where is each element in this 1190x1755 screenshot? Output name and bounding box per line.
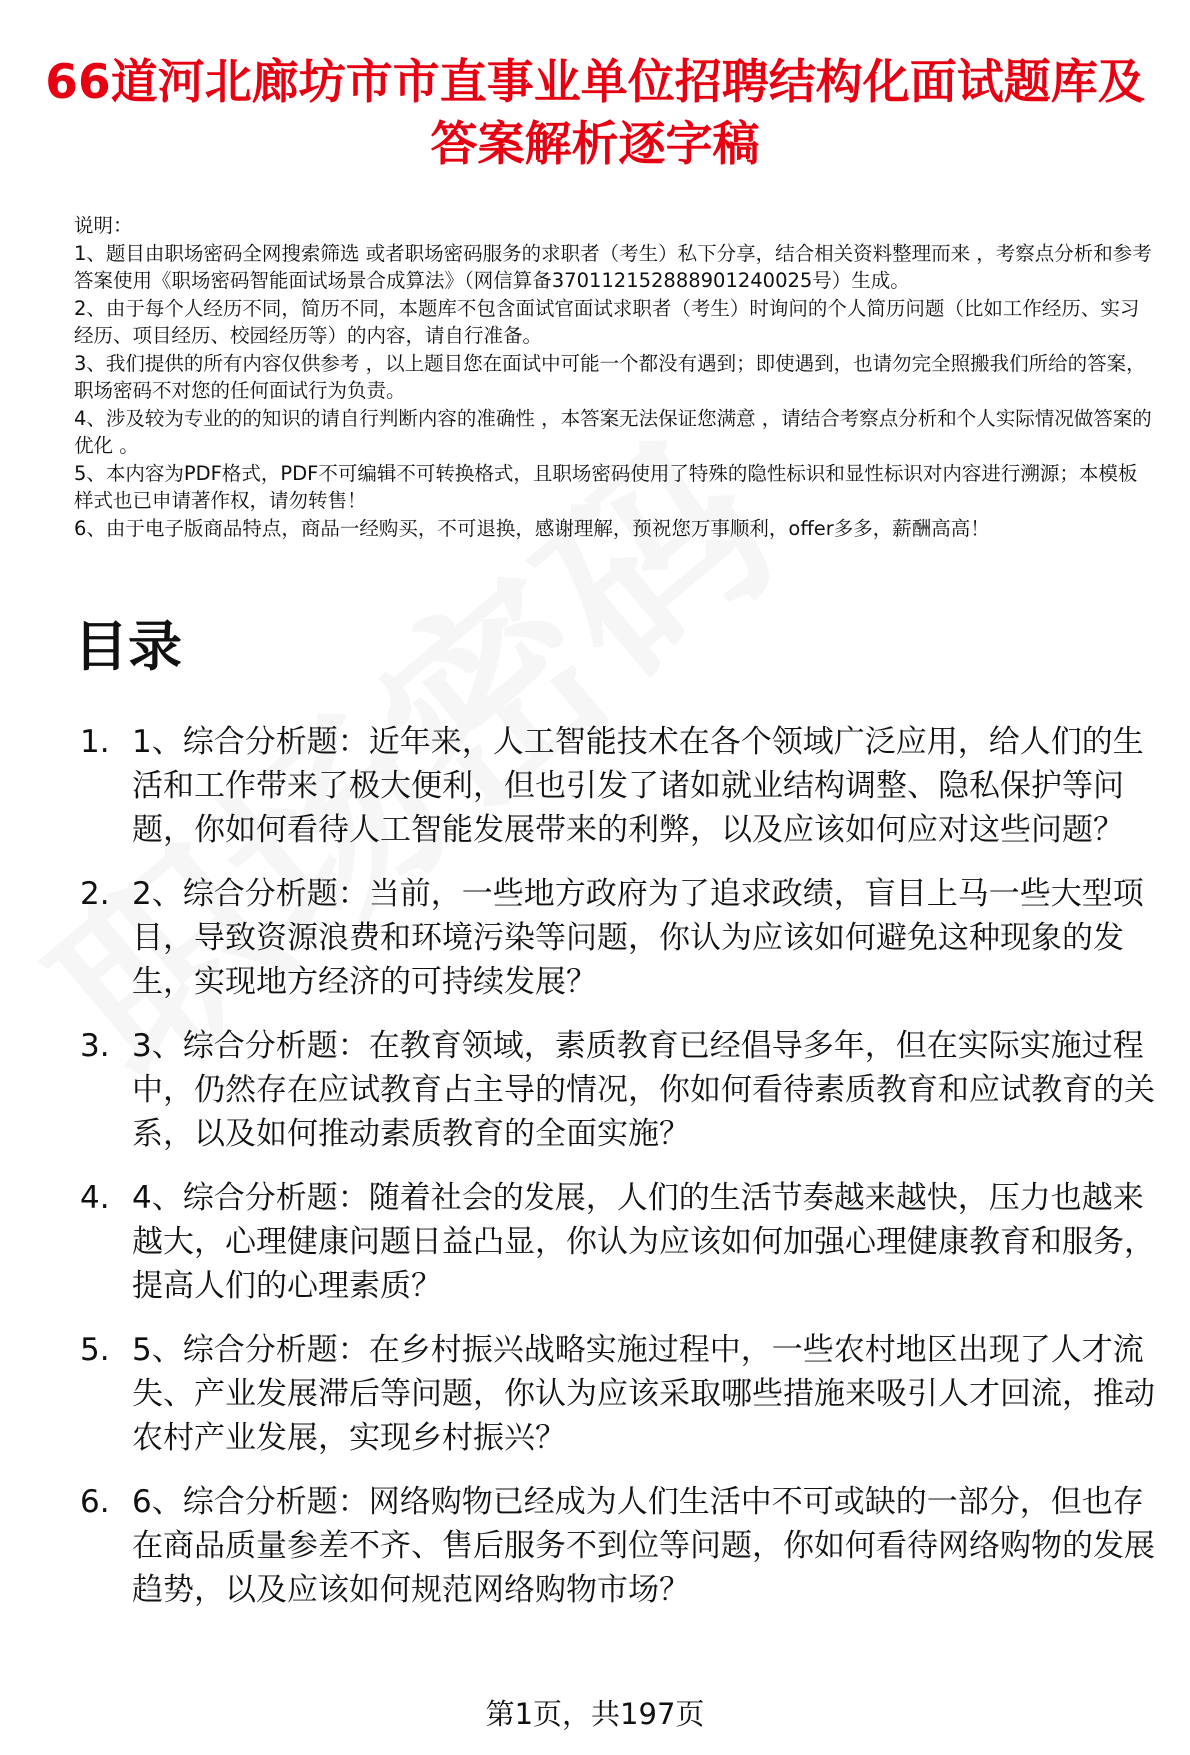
toc-item-number: 1. xyxy=(80,724,110,760)
toc-item[interactable] xyxy=(74,1480,1164,1612)
notes-heading: 说明： xyxy=(74,214,133,237)
toc-item-text: 6、综合分析题：网络购物已经成为人们生活中不可或缺的一部分，但也存在商品质量参差不齐、售后服务不到位等问题，你如何看待网络购物的发展趋势，以及应该如何规范网络购物市场？ xyxy=(132,1484,1155,1608)
toc-heading: 目录 xyxy=(74,615,182,678)
note-item: 2、由于每个人经历不同，简历不同，本题库不包含面试官面试求职者（考生）时询问的个人简历问题（比如工作经历、实习经历、项目经历、校园经历等）的内容，请自行准备。 xyxy=(74,296,1140,347)
toc-item-text: 4、综合分析题：随着社会的发展，人们的生活节奏越来越快，压力也越来越大，心理健康问题日益凸显，你认为应该如何加强心理健康教育和服务，提高人们的心理素质？ xyxy=(132,1180,1155,1304)
toc-item[interactable] xyxy=(74,1024,1164,1156)
toc-item[interactable] xyxy=(74,872,1164,1004)
toc-item-number: 3. xyxy=(80,1028,110,1064)
toc-item-text: 2、综合分析题：当前，一些地方政府为了追求政绩，盲目上马一些大型项目，导致资源浪费和环境污染等问题，你认为应该如何避免这种现象的发生，实现地方经济的可持续发展？ xyxy=(132,876,1144,1000)
document-title: 66道河北廊坊市市直事业单位招聘结构化面试题库及答案解析逐字稿 xyxy=(45,55,1145,172)
toc-item-number: 6. xyxy=(80,1484,110,1520)
toc-item-text: 3、综合分析题：在教育领域，素质教育已经倡导多年，但在实际实施过程中，仍然存在应试教育占主导的情况，你如何看待素质教育和应试教育的关系，以及如何推动素质教育的全面实施？ xyxy=(132,1028,1155,1152)
toc-item-number: 4. xyxy=(80,1180,110,1216)
toc-item-text: 5、综合分析题：在乡村振兴战略实施过程中，一些农村地区出现了人才流失、产业发展滞后等问题，你认为应该采取哪些措施来吸引人才回流，推动农村产业发展，实现乡村振兴？ xyxy=(132,1332,1155,1456)
notes-section xyxy=(74,212,1154,542)
toc-item-number: 2. xyxy=(80,876,110,912)
toc-item-number: 5. xyxy=(80,1332,110,1368)
toc-item[interactable] xyxy=(74,1328,1164,1460)
note-item: 6、由于电子版商品特点，商品一经购买，不可退换，感谢理解，预祝您万事顺利，offer多多，薪酬高高！ xyxy=(74,516,990,540)
page-footer: 第1页，共197页 xyxy=(485,1697,705,1731)
toc-list xyxy=(74,720,1164,1632)
note-item: 3、我们提供的所有内容仅供参考 ，以上题目您在面试中可能一个都没有遇到；即使遇到，也请勿完全照搬我们所给的答案，职场密码不对您的任何面试行为负责。 xyxy=(74,351,1146,402)
note-item: 1、题目由职场密码全网搜索筛选 或者职场密码服务的求职者（考生）私下分享，结合相关资料整理而来 ，考察点分析和参考答案使用《职场密码智能面试场景合成算法》（网信算备370112152888901240025号）生成。 xyxy=(74,241,1152,292)
toc-item[interactable] xyxy=(74,720,1164,852)
note-item: 5、本内容为PDF格式，PDF不可编辑不可转换格式，且职场密码使用了特殊的隐性标识和显性标识对内容进行溯源；本模板样式也已申请著作权，请勿转售！ xyxy=(74,461,1138,512)
toc-item-text: 1、综合分析题：近年来，人工智能技术在各个领域广泛应用，给人们的生活和工作带来了极大便利，但也引发了诸如就业结构调整、隐私保护等问题，你如何看待人工智能发展带来的利弊，以及应该如何应对这些问题？ xyxy=(132,724,1144,848)
toc-item[interactable] xyxy=(74,1176,1164,1308)
note-item: 4、涉及较为专业的的知识的请自行判断内容的准确性 ，本答案无法保证您满意 ，请结合考察点分析和个人实际情况做答案的优化 。 xyxy=(74,406,1152,457)
